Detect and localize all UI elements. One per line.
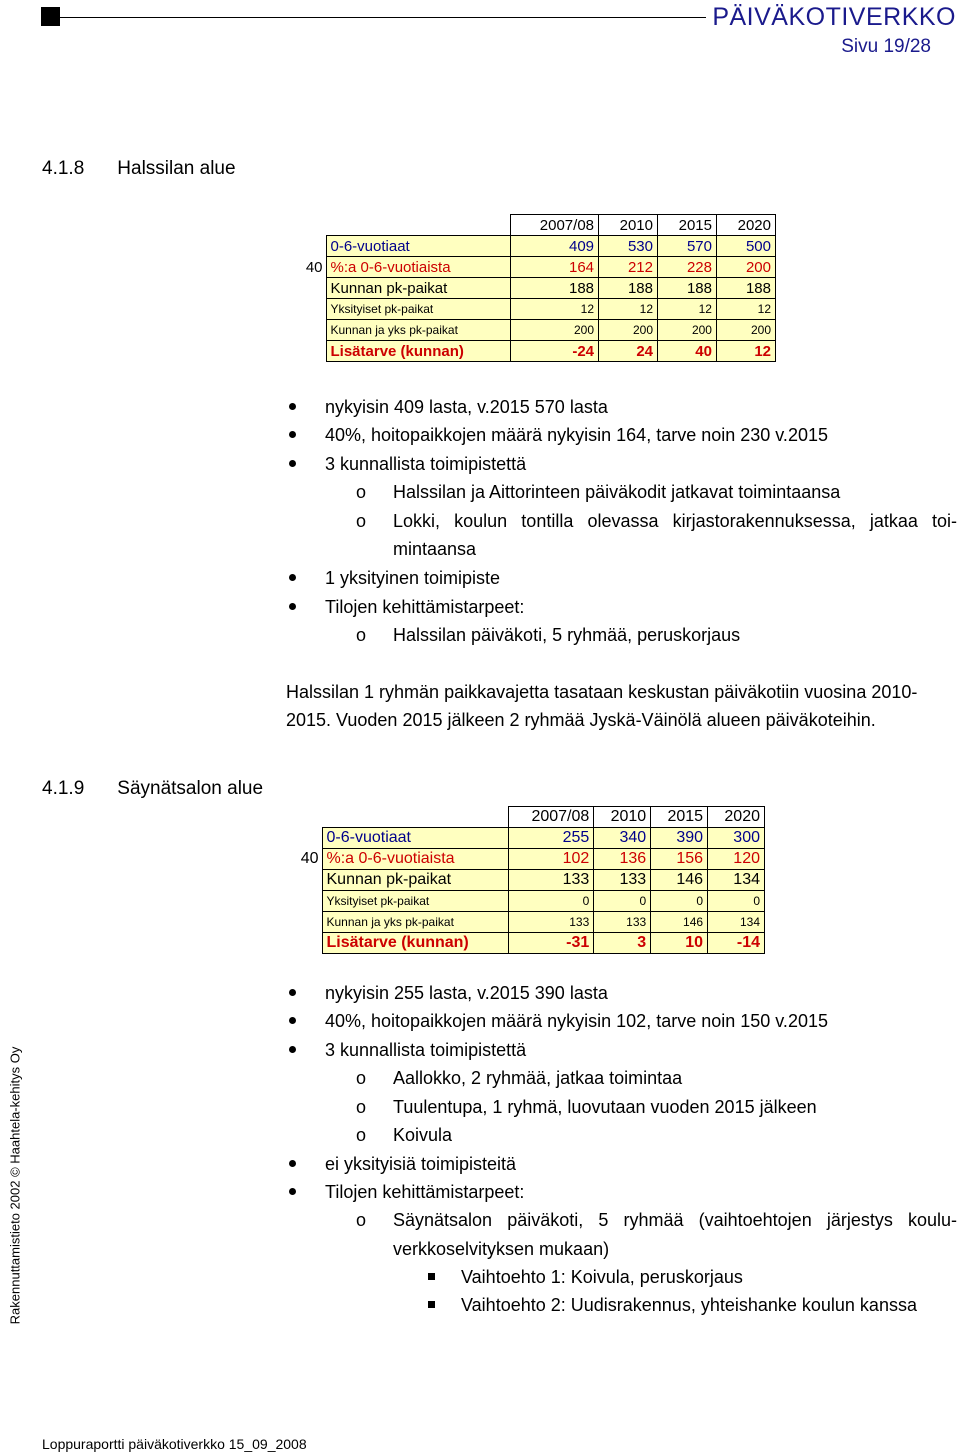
list-item: Vaihtoehto 2: Uudisrakennus, yhteishanke koulun kanssa: [461, 1295, 917, 1315]
bullet-dot: [289, 431, 296, 438]
table-cell: 390: [651, 828, 708, 849]
year-header: 2010: [594, 807, 651, 828]
saynatsalo-table: [292, 806, 765, 954]
list-item: 3 kunnallista toimipistettä: [325, 454, 527, 474]
year-header: 2010: [599, 215, 658, 236]
paragraph-line: Halssilan 1 ryhmän paikkavajetta tasataan keskustan päiväkotiin vuosina 2010-: [286, 682, 918, 702]
table-cell: 212: [599, 257, 658, 278]
table-cell: 12: [716, 299, 775, 320]
year-header: 2020: [708, 807, 765, 828]
sub-bullet-circle: o: [356, 482, 367, 502]
table-cell: 570: [658, 236, 717, 257]
table-row: [292, 828, 765, 849]
list-item: nykyisin 255 lasta, v.2015 390 lasta: [325, 983, 608, 1003]
year-header: 2007/08: [509, 807, 594, 828]
table-cell: 133: [594, 870, 651, 891]
table-cell: 188: [599, 278, 658, 299]
row-label: Yksityiset pk-paikat: [322, 891, 509, 912]
table-row: [296, 257, 776, 278]
table-cell: 255: [509, 828, 594, 849]
table-cell: 24: [599, 341, 658, 362]
table-cell: 136: [594, 849, 651, 870]
year-header: 2015: [651, 807, 708, 828]
bullet-dot: [289, 1046, 296, 1053]
table-cell: 10: [651, 933, 708, 954]
bullet-dot: [289, 1017, 296, 1024]
table-cell: 0: [708, 891, 765, 912]
list-item: Lokki, koulun tontilla olevassa kirjastorakennuksessa, jatkaa toi-: [393, 511, 957, 531]
table-cell: 500: [716, 236, 775, 257]
list-item: Säynätsalon päiväkoti, 5 ryhmää (vaihtoehtojen järjestys koulu-: [393, 1210, 957, 1230]
page-number: Sivu 19/28: [841, 36, 931, 57]
table-cell: 188: [716, 278, 775, 299]
footer-text: Loppuraportti päiväkotiverkko 15_09_2008: [42, 1436, 307, 1452]
bullet-dot: [289, 1160, 296, 1167]
table-cell: 188: [511, 278, 599, 299]
list-item: Halssilan päiväkoti, 5 ryhmää, peruskorjaus: [393, 625, 741, 645]
bullet-dot: [289, 1188, 296, 1195]
list-item: 40%, hoitopaikkojen määrä nykyisin 102, tarve noin 150 v.2015: [325, 1011, 828, 1031]
table-cell: 146: [651, 870, 708, 891]
table-row: [296, 278, 776, 299]
section-title: Säynätsalon alue: [117, 778, 264, 799]
table-cell: 530: [599, 236, 658, 257]
list-item: Koivula: [393, 1125, 453, 1145]
table-cell: 12: [511, 299, 599, 320]
table-row: [292, 849, 765, 870]
table-cell: 133: [509, 912, 594, 933]
table-row: [292, 870, 765, 891]
table-row: [292, 933, 765, 954]
list-item: Tilojen kehittämistarpeet:: [325, 597, 525, 617]
table-cell: 134: [708, 912, 765, 933]
list-item: 40%, hoitopaikkojen määrä nykyisin 164, tarve noin 230 v.2015: [325, 425, 828, 445]
table-cell: 134: [708, 870, 765, 891]
table-cell: 12: [716, 341, 775, 362]
table-row: [296, 236, 776, 257]
row-label: 0-6-vuotiaat: [326, 236, 511, 257]
table-cell: 200: [511, 320, 599, 341]
row-label: %:a 0-6-vuotiaista: [322, 849, 509, 870]
sub-bullet-circle: o: [356, 1125, 367, 1145]
document-title: PÄIVÄKOTIVERKKO: [712, 3, 956, 31]
row-label: Yksityiset pk-paikat: [326, 299, 511, 320]
row-label: Kunnan pk-paikat: [326, 278, 511, 299]
table-row: [292, 891, 765, 912]
row-label: Kunnan ja yks pk-paikat: [322, 912, 509, 933]
list-item: nykyisin 409 lasta, v.2015 570 lasta: [325, 397, 608, 417]
table-cell: 102: [509, 849, 594, 870]
list-item: ei yksityisiä toimipisteitä: [325, 1154, 517, 1174]
year-header: 2020: [716, 215, 775, 236]
side-label: 40: [296, 257, 326, 278]
row-label: Lisätarve (kunnan): [326, 341, 511, 362]
list-item-continuation: mintaansa: [393, 539, 477, 559]
table-cell: 133: [509, 870, 594, 891]
table-cell: 120: [708, 849, 765, 870]
year-header: 2007/08: [511, 215, 599, 236]
bullet-dot: [289, 403, 296, 410]
table-cell: 0: [509, 891, 594, 912]
list-item: Vaihtoehto 1: Koivula, peruskorjaus: [461, 1267, 743, 1287]
paragraph-line: 2015. Vuoden 2015 jälkeen 2 ryhmää Jyskä-Väinölä alueen päiväkoteihin.: [286, 710, 876, 730]
halssila-table: [296, 214, 776, 362]
table-cell: 200: [658, 320, 717, 341]
table-cell: 40: [658, 341, 717, 362]
section-number: 4.1.9: [42, 778, 85, 799]
table-cell: 164: [511, 257, 599, 278]
bullet-dot: [289, 574, 296, 581]
list-item: 1 yksityinen toimipiste: [325, 568, 501, 588]
bullet-dot: [289, 989, 296, 996]
table-cell: -14: [708, 933, 765, 954]
table-row: [296, 299, 776, 320]
table-cell: 200: [716, 320, 775, 341]
table-cell: 156: [651, 849, 708, 870]
table-cell: 188: [658, 278, 717, 299]
square-bullet: [428, 1301, 435, 1308]
sub-bullet-circle: o: [356, 625, 367, 645]
list-item: Tuulentupa, 1 ryhmä, luovutaan vuoden 2015 jälkeen: [393, 1097, 817, 1117]
bullet-dot: [289, 460, 296, 467]
list-item-continuation: verkkoselvityksen mukaan): [393, 1239, 610, 1259]
table-cell: 0: [594, 891, 651, 912]
square-bullet: [428, 1273, 435, 1280]
table-cell: 340: [594, 828, 651, 849]
table-cell: 12: [599, 299, 658, 320]
list-item: 3 kunnallista toimipistettä: [325, 1040, 527, 1060]
row-label: 0-6-vuotiaat: [322, 828, 509, 849]
table-cell: -31: [509, 933, 594, 954]
header-square: [41, 7, 60, 26]
list-item: Aallokko, 2 ryhmää, jatkaa toimintaa: [393, 1068, 683, 1088]
table-cell: 0: [651, 891, 708, 912]
header-rule: [60, 17, 706, 18]
table-cell: 3: [594, 933, 651, 954]
table-row: [296, 320, 776, 341]
table-cell: 200: [716, 257, 775, 278]
table-cell: 228: [658, 257, 717, 278]
section-heading-saynatsalo: [42, 778, 263, 800]
table-row: [296, 341, 776, 362]
row-label: Kunnan ja yks pk-paikat: [326, 320, 511, 341]
sub-bullet-circle: o: [356, 1097, 367, 1117]
table-row: [292, 912, 765, 933]
sub-bullet-circle: o: [356, 1068, 367, 1088]
table-cell: 409: [511, 236, 599, 257]
table-cell: -24: [511, 341, 599, 362]
section-title: Halssilan alue: [117, 158, 236, 179]
row-label: Kunnan pk-paikat: [322, 870, 509, 891]
table-cell: 146: [651, 912, 708, 933]
bullet-dot: [289, 603, 296, 610]
table-cell: 12: [658, 299, 717, 320]
section-heading-halssila: [42, 158, 236, 180]
list-item: Halssilan ja Aittorinteen päiväkodit jatkavat toimintaansa: [393, 482, 841, 502]
row-label: Lisätarve (kunnan): [322, 933, 509, 954]
table-cell: 133: [594, 912, 651, 933]
section-number: 4.1.8: [42, 158, 85, 179]
side-label: 40: [292, 849, 322, 870]
list-item: Tilojen kehittämistarpeet:: [325, 1182, 525, 1202]
table-cell: 200: [599, 320, 658, 341]
row-label: %:a 0-6-vuotiaista: [326, 257, 511, 278]
year-header: 2015: [658, 215, 717, 236]
table-cell: 300: [708, 828, 765, 849]
sub-bullet-circle: o: [356, 511, 367, 531]
side-copyright-text: Rakennuttamistieto 2002 © Haahtela-kehitys Oy: [7, 1046, 23, 1325]
sub-bullet-circle: o: [356, 1210, 367, 1230]
